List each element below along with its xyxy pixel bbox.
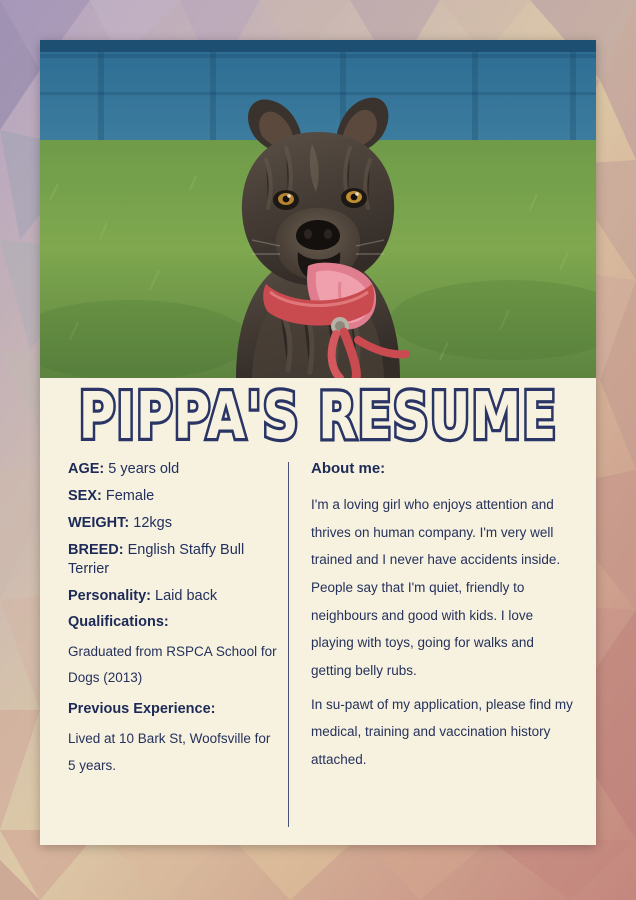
field-weight-value: 12kgs xyxy=(133,515,172,532)
page-title: PIPPA'S RESUME xyxy=(78,378,558,454)
experience-heading: Previous Experience: xyxy=(68,701,216,718)
about-paragraph-2: In su-pawt of my application, please find my medical, training and vaccination history attached. xyxy=(311,696,573,768)
right-column xyxy=(289,460,596,845)
field-age-label: AGE: xyxy=(68,461,105,477)
field-breed xyxy=(68,541,280,577)
field-sex-label: SEX: xyxy=(68,488,102,505)
field-personality-value: Laid back xyxy=(155,587,218,604)
about-heading: About me: xyxy=(311,460,386,477)
resume-poster xyxy=(40,40,596,845)
column-divider xyxy=(288,462,289,827)
field-breed-value: English Staffy Bull Terrier xyxy=(68,542,245,577)
qualifications-heading: Qualifications: xyxy=(68,613,169,630)
field-weight xyxy=(68,514,280,532)
qualifications-text: Graduated from RSPCA School for Dogs (2013) xyxy=(68,643,277,686)
field-personality-label: Personality: xyxy=(68,587,151,604)
title-banner xyxy=(40,370,596,462)
resume-content xyxy=(40,460,596,845)
experience-text: Lived at 10 Bark St, Woofsville for 5 years. xyxy=(68,731,271,773)
field-breed-label: BREED: xyxy=(68,542,124,559)
field-personality xyxy=(68,587,280,605)
dog-photo-illustration xyxy=(40,40,596,378)
field-sex-value: Female xyxy=(105,488,155,505)
field-weight-label: WEIGHT: xyxy=(68,515,130,532)
field-sex xyxy=(68,487,280,505)
left-column xyxy=(40,460,288,845)
about-paragraph-1: I'm a loving girl who enjoys attention and thrives on human company. I'm very well trained and I never have accidents inside. People say that I'm quiet, friendly to neighbours and good with kids. I love playing with toys, going for walks and getting belly rubs. xyxy=(311,497,561,679)
field-age xyxy=(68,460,280,478)
dog-photo xyxy=(40,40,596,378)
field-age-value: 5 years old xyxy=(108,461,180,477)
